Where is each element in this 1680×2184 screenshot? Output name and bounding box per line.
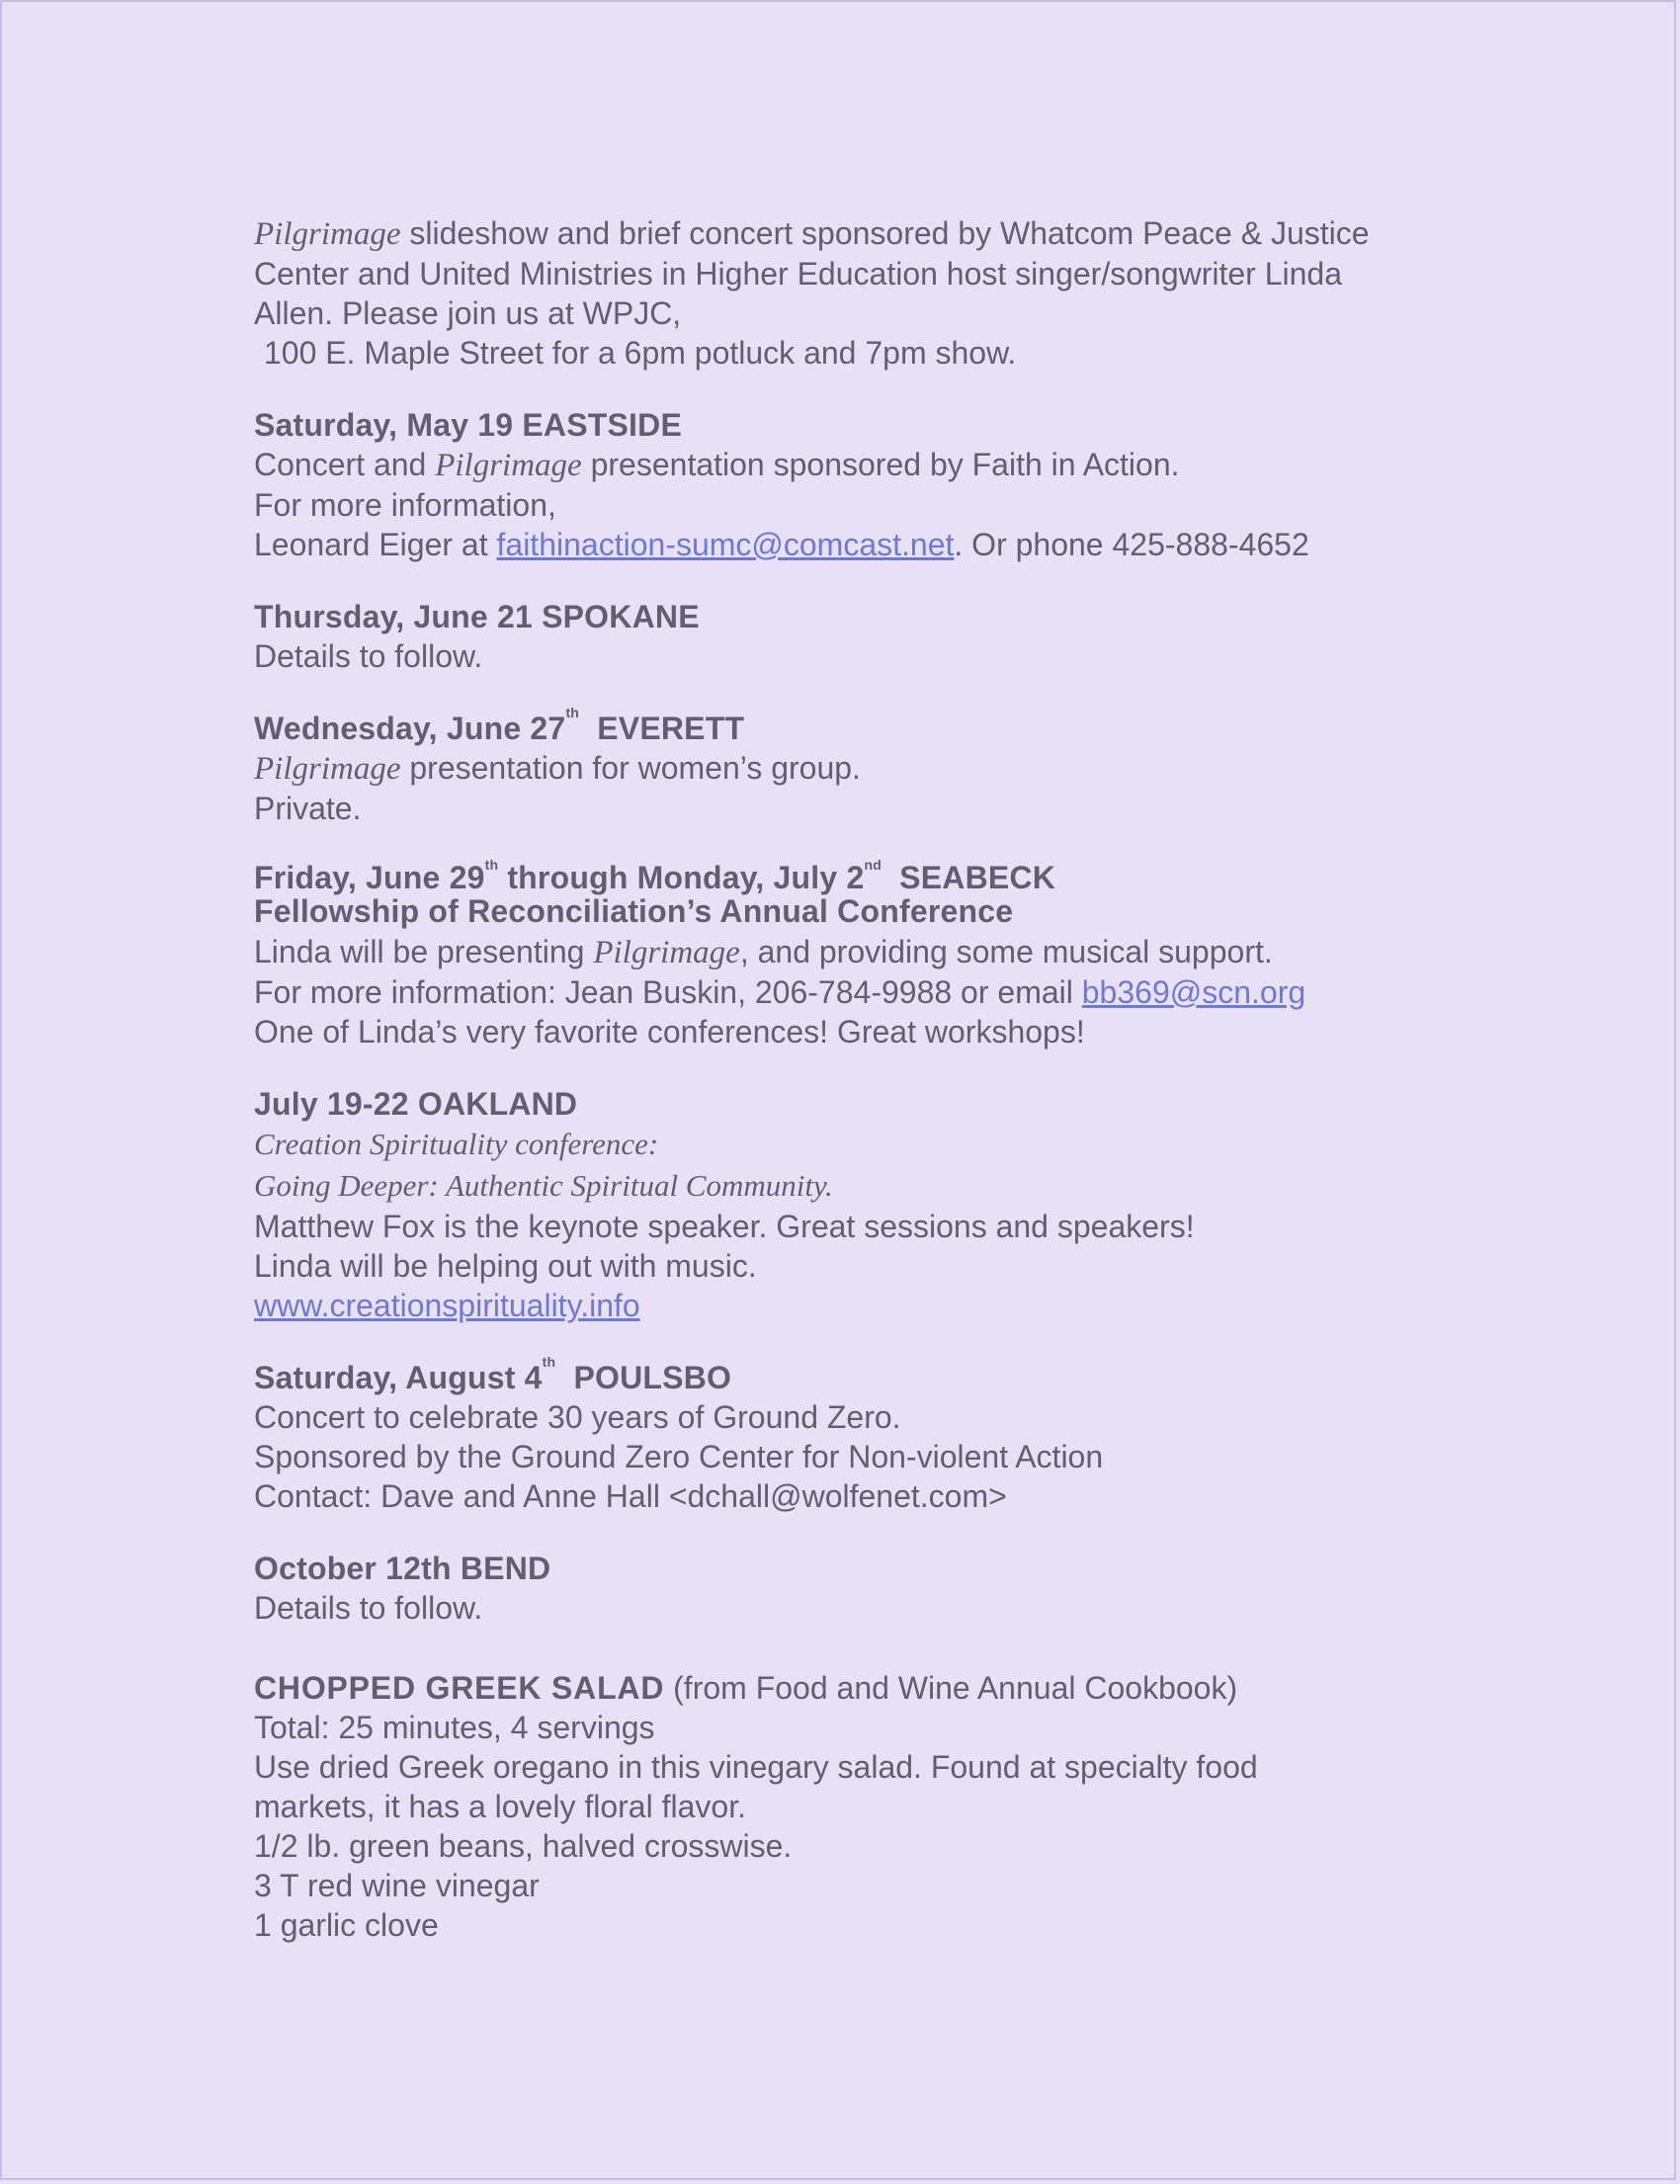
email-link[interactable]: faithinaction-sumc@comcast.net <box>496 527 955 562</box>
event-line: Linda will be helping out with music. <box>254 1248 757 1284</box>
event-line: Details to follow. <box>254 1590 483 1626</box>
event-spokane <box>254 597 1440 676</box>
recipe-line: Use dried Greek oregano in this vinegary salad. Found at specialty food <box>254 1749 1258 1785</box>
event-oakland <box>254 1084 1440 1325</box>
recipe-title: CHOPPED GREEK SALAD <box>254 1670 665 1706</box>
event-heading: Wednesday, June 27th EVERETT <box>254 705 745 746</box>
event-line: Pilgrimage presentation for women’s group. <box>254 750 861 787</box>
email-link[interactable]: bb369@scn.org <box>1081 974 1306 1010</box>
intro-line-2: Center and United Ministries in Higher Education host singer/songwriter Linda <box>254 256 1343 292</box>
event-heading: October 12th BEND <box>254 1551 551 1586</box>
intro-line-3: Allen. Please join us at WPJC, <box>254 295 682 331</box>
event-line: For more information: Jean Buskin, 206-784-9988 or email bb369@scn.org <box>254 974 1306 1010</box>
recipe-source: (from Food and Wine Annual Cookbook) <box>664 1670 1238 1706</box>
event-line: Concert and Pilgrimage presentation sponsored by Faith in Action. <box>254 447 1180 483</box>
intro-line-1: Pilgrimage slideshow and brief concert sponsored by Whatcom Peace & Justice <box>254 215 1370 252</box>
event-heading: Thursday, June 21 SPOKANE <box>254 599 700 634</box>
event-heading: Saturday, May 19 EASTSIDE <box>254 407 682 443</box>
event-seabeck <box>254 857 1440 1051</box>
event-line: Matthew Fox is the keynote speaker. Great sessions and speakers! <box>254 1209 1195 1244</box>
event-bend <box>254 1549 1440 1628</box>
event-line: Concert to celebrate 30 years of Ground Zero. <box>254 1399 901 1435</box>
website-link[interactable]: www.creationspirituality.info <box>254 1288 640 1323</box>
event-everett <box>254 705 1440 828</box>
recipe-line: Total: 25 minutes, 4 servings <box>254 1710 655 1745</box>
recipe-line: 3 T red wine vinegar <box>254 1868 540 1903</box>
event-eastside <box>254 405 1440 564</box>
event-heading: Friday, June 29th through Monday, July 2nd SEABECK <box>254 857 1056 895</box>
event-line: Private. <box>254 791 362 826</box>
event-italic-line: Going Deeper: Authentic Spiritual Community. <box>254 1168 833 1203</box>
event-line: Details to follow. <box>254 638 483 674</box>
event-line: Linda will be presenting Pilgrimage, and providing some musical support. <box>254 934 1273 970</box>
recipe-line: 1 garlic clove <box>254 1907 439 1943</box>
document-body <box>254 213 1440 1977</box>
event-line: Sponsored by the Ground Zero Center for Non-violent Action <box>254 1439 1104 1474</box>
intro-section <box>254 213 1440 373</box>
event-subheading: Fellowship of Reconciliation’s Annual Conference <box>254 893 1014 929</box>
recipe-line: 1/2 lb. green beans, halved crosswise. <box>254 1828 793 1864</box>
event-heading: July 19-22 OAKLAND <box>254 1086 578 1122</box>
event-line: One of Linda’s very favorite conferences! Great workshops! <box>254 1014 1085 1050</box>
event-line <box>254 1286 1440 1325</box>
event-heading: Saturday, August 4th POULSBO <box>254 1354 732 1395</box>
event-italic-line: Creation Spirituality conference: <box>254 1127 659 1161</box>
event-line: Leonard Eiger at faithinaction-sumc@comcast.net. Or phone 425-888-4652 <box>254 527 1309 562</box>
event-poulsbo <box>254 1354 1440 1516</box>
event-line: Contact: Dave and Anne Hall <dchall@wolfenet.com> <box>254 1478 1007 1514</box>
recipe-section <box>254 1668 1440 1945</box>
intro-line-4: 100 E. Maple Street for a 6pm potluck and 7pm show. <box>264 335 1017 371</box>
recipe-title-line <box>254 1668 1440 1708</box>
event-line: For more information, <box>254 487 556 523</box>
recipe-line: markets, it has a lovely floral flavor. <box>254 1789 746 1824</box>
